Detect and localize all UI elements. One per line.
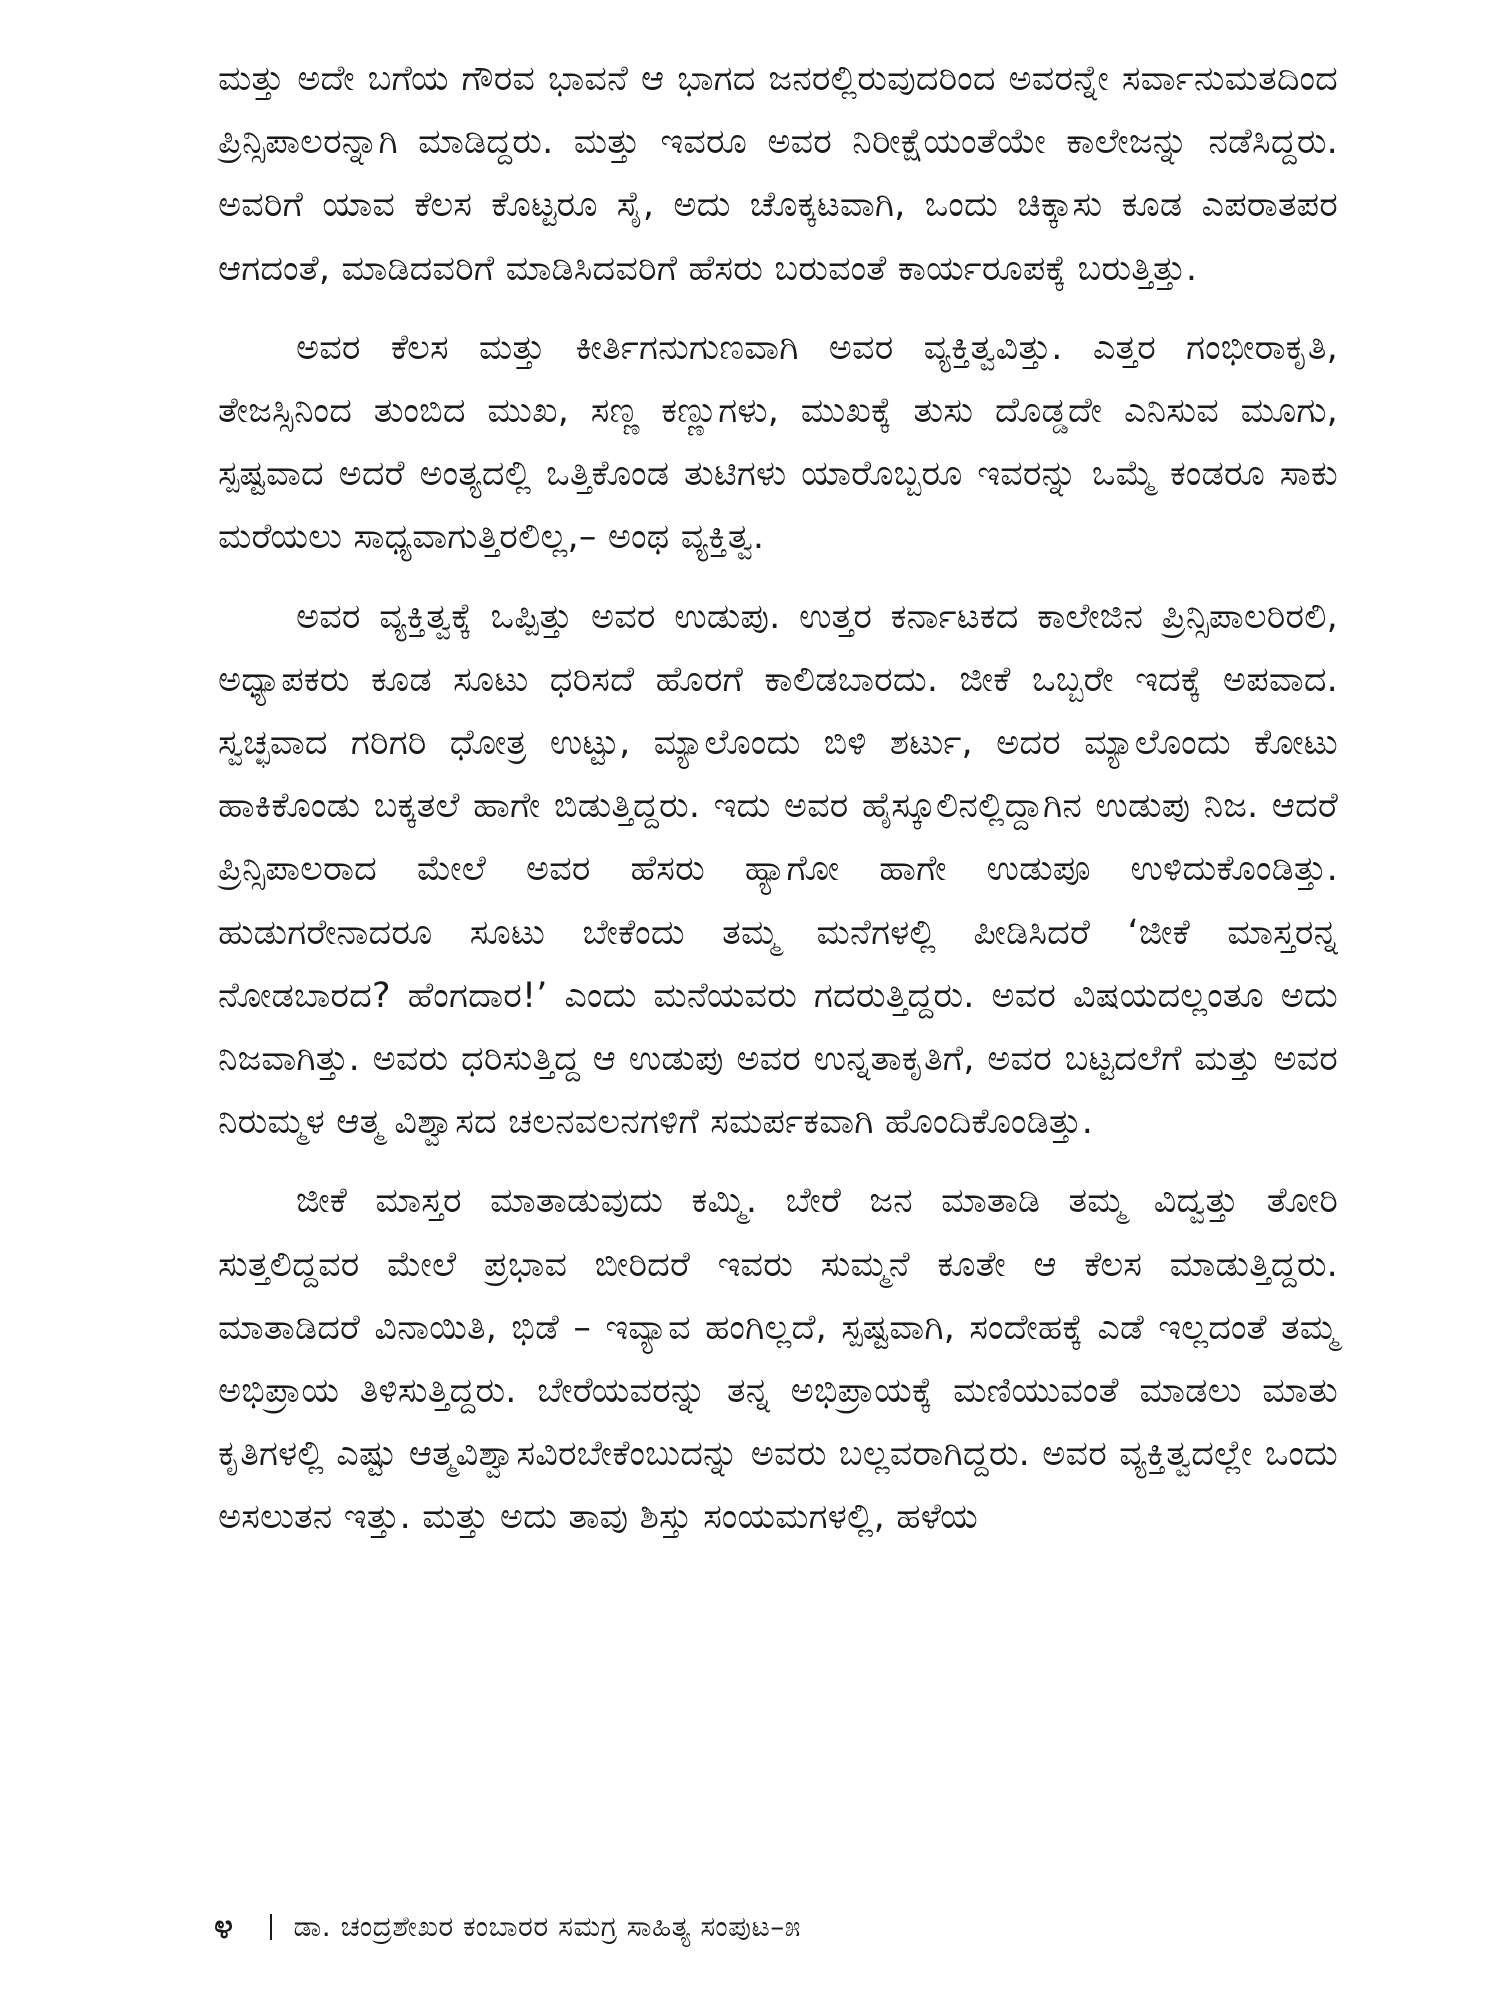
- page-footer: [214, 1902, 801, 1952]
- body-text: [218, 48, 1338, 1550]
- book-title: ಡಾ. ಚಂದ್ರಶೇಖರ ಕಂಬಾರರ ಸಮಗ್ರ ಸಾಹಿತ್ಯ ಸಂಪುಟ–೫: [293, 1910, 801, 1943]
- paragraph-2: ಅವರ ಕೆಲಸ ಮತ್ತು ಕೀರ್ತಿಗನುಗುಣವಾಗಿ ಅವರ ವ್ಯಕ್ತಿತ್ವವಿತ್ತು. ಎತ್ತರ ಗಂಭೀರಾಕೃತಿ, ತೇಜಸ್ಸಿನಿಂದ ತುಂಬಿದ ಮುಖ, ಸಣ್ಣ ಕಣ್ಣುಗಳು, ಮುಖಕ್ಕೆ ತುಸು ದೊಡ್ಡದೇ ಎನಿಸುವ ಮೂಗು, ಸ್ಪಷ್ಟವಾದ ಅದರೆ ಅಂತ್ಯದಲ್ಲಿ ಒತ್ತಿಕೊಂಡ ತುಟಿಗಳು ಯಾರೊಬ್ಬರೂ ಇವರನ್ನು ಒಮ್ಮೆ ಕಂಡರೂ ಸಾಕು ಮರೆಯಲು ಸಾಧ್ಯವಾಗುತ್ತಿರಲಿಲ್ಲ,– ಅಂಥ ವ್ಯಕ್ತಿತ್ವ.: [218, 327, 1338, 558]
- paragraph-4: ಜೀಕೆ ಮಾಸ್ತರ ಮಾತಾಡುವುದು ಕಮ್ಮಿ. ಬೇರೆ ಜನ ಮಾತಾಡಿ ತಮ್ಮ ವಿದ್ವತ್ತು ತೋರಿ ಸುತ್ತಲಿದ್ದವರ ಮೇಲೆ ಪ್ರಭಾವ ಬೀರಿದರೆ ಇವರು ಸುಮ್ಮನೆ ಕೂತೇ ಆ ಕೆಲಸ ಮಾಡುತ್ತಿದ್ದರು. ಮಾತಾಡಿದರೆ ವಿನಾಯಿತಿ, ಭಿಡೆ – ಇವ್ಯಾವ ಹಂಗಿಲ್ಲದೆ, ಸ್ಪಷ್ಟವಾಗಿ, ಸಂದೇಹಕ್ಕೆ ಎಡೆ ಇಲ್ಲದಂತೆ ತಮ್ಮ ಅಭಿಪ್ರಾಯ ತಿಳಿಸುತ್ತಿದ್ದರು. ಬೇರೆಯವರನ್ನು ತನ್ನ ಅಭಿಪ್ರಾಯಕ್ಕೆ ಮಣಿಯುವಂತೆ ಮಾಡಲು ಮಾತು ಕೃತಿಗಳಲ್ಲಿ ಎಷ್ಟು ಆತ್ಮವಿಶ್ವಾಸವಿರಬೇಕೆಂಬುದನ್ನು ಅವರು ಬಲ್ಲವರಾಗಿದ್ದರು. ಅವರ ವ್ಯಕ್ತಿತ್ವದಲ್ಲೇ ಒಂದು ಅಸಲುತನ ಇತ್ತು. ಮತ್ತು ಅದು ತಾವು ಶಿಸ್ತು ಸಂಯಮಗಳಲ್ಲಿ, ಹಳೆಯ: [218, 1181, 1338, 1538]
- paragraph-1: ಮತ್ತು ಅದೇ ಬಗೆಯ ಗೌರವ ಭಾವನೆ ಆ ಭಾಗದ ಜನರಲ್ಲಿರುವುದರಿಂದ ಅವರನ್ನೇ ಸರ್ವಾನುಮತದಿಂದ ಪ್ರಿನ್ಸಿಪಾಲರನ್ನಾಗಿ ಮಾಡಿದ್ದರು. ಮತ್ತು ಇವರೂ ಅವರ ನಿರೀಕ್ಷೆಯಂತೆಯೇ ಕಾಲೇಜನ್ನು ನಡೆಸಿದ್ದರು. ಅವರಿಗೆ ಯಾವ ಕೆಲಸ ಕೊಟ್ಟರೂ ಸೈ, ಅದು ಚೊಕ್ಕಟವಾಗಿ, ಒಂದು ಚಿಕ್ಕಾಸು ಕೂಡ ಎಪರಾತಪರ ಆಗದಂತೆ, ಮಾಡಿದವರಿಗೆ ಮಾಡಿಸಿದವರಿಗೆ ಹೆಸರು ಬರುವಂತೆ ಕಾರ್ಯರೂಪಕ್ಕೆ ಬರುತ್ತಿತ್ತು.: [218, 59, 1338, 289]
- page-number: ೪: [214, 1907, 234, 1947]
- footer-separator: [270, 1914, 272, 1940]
- paragraph-3: ಅವರ ವ್ಯಕ್ತಿತ್ವಕ್ಕೆ ಒಪ್ಪಿತ್ತು ಅವರ ಉಡುಪು. ಉತ್ತರ ಕರ್ನಾಟಕದ ಕಾಲೇಜಿನ ಪ್ರಿನ್ಸಿಪಾಲರಿರಲಿ, ಅಧ್ಯಾಪಕರು ಕೂಡ ಸೂಟು ಧರಿಸದೆ ಹೊರಗೆ ಕಾಲಿಡಬಾರದು. ಜೀಕೆ ಒಬ್ಬರೇ ಇದಕ್ಕೆ ಅಪವಾದ. ಸ್ವಚ್ಛವಾದ ಗರಿಗರಿ ಧೋತ್ರ ಉಟ್ಟು, ಮ್ಯಾಲೊಂದು ಬಿಳಿ ಶರ್ಟು, ಅದರ ಮ್ಯಾಲೊಂದು ಕೋಟು ಹಾಕಿಕೊಂಡು ಬಕ್ಕತಲೆ ಹಾಗೇ ಬಿಡುತ್ತಿದ್ದರು. ಇದು ಅವರ ಹೈಸ್ಕೂಲಿನಲ್ಲಿದ್ದಾಗಿನ ಉಡುಪು ನಿಜ. ಆದರೆ ಪ್ರಿನ್ಸಿಪಾಲರಾದ ಮೇಲೆ ಅವರ ಹೆಸರು ಹ್ಯಾಗೋ ಹಾಗೇ ಉಡುಪೂ ಉಳಿದುಕೊಂಡಿತ್ತು. ಹುಡುಗರೇನಾದರೂ ಸೂಟು ಬೇಕೆಂದು ತಮ್ಮ ಮನೆಗಳಲ್ಲಿ ಪೀಡಿಸಿದರೆ ‘ಜೀಕೆ ಮಾಸ್ತರನ್ನ ನೋಡಬಾರದ? ಹೆಂಗದಾರ!’ ಎಂದು ಮನೆಯವರು ಗದರುತ್ತಿದ್ದರು. ಅವರ ವಿಷಯದಲ್ಲಂತೂ ಅದು ನಿಜವಾಗಿತ್ತು. ಅವರು ಧರಿಸುತ್ತಿದ್ದ ಆ ಉಡುಪು ಅವರ ಉನ್ನತಾಕೃತಿಗೆ, ಅವರ ಬಟ್ಟದಲೆಗೆ ಮತ್ತು ಅವರ ನಿರುಮ್ಮಳ ಆತ್ಮ ವಿಶ್ವಾಸದ ಚಲನವಲನಗಳಿಗೆ ಸಮರ್ಪಕವಾಗಿ ಹೊಂದಿಕೊಂಡಿತ್ತು.: [218, 596, 1338, 1143]
